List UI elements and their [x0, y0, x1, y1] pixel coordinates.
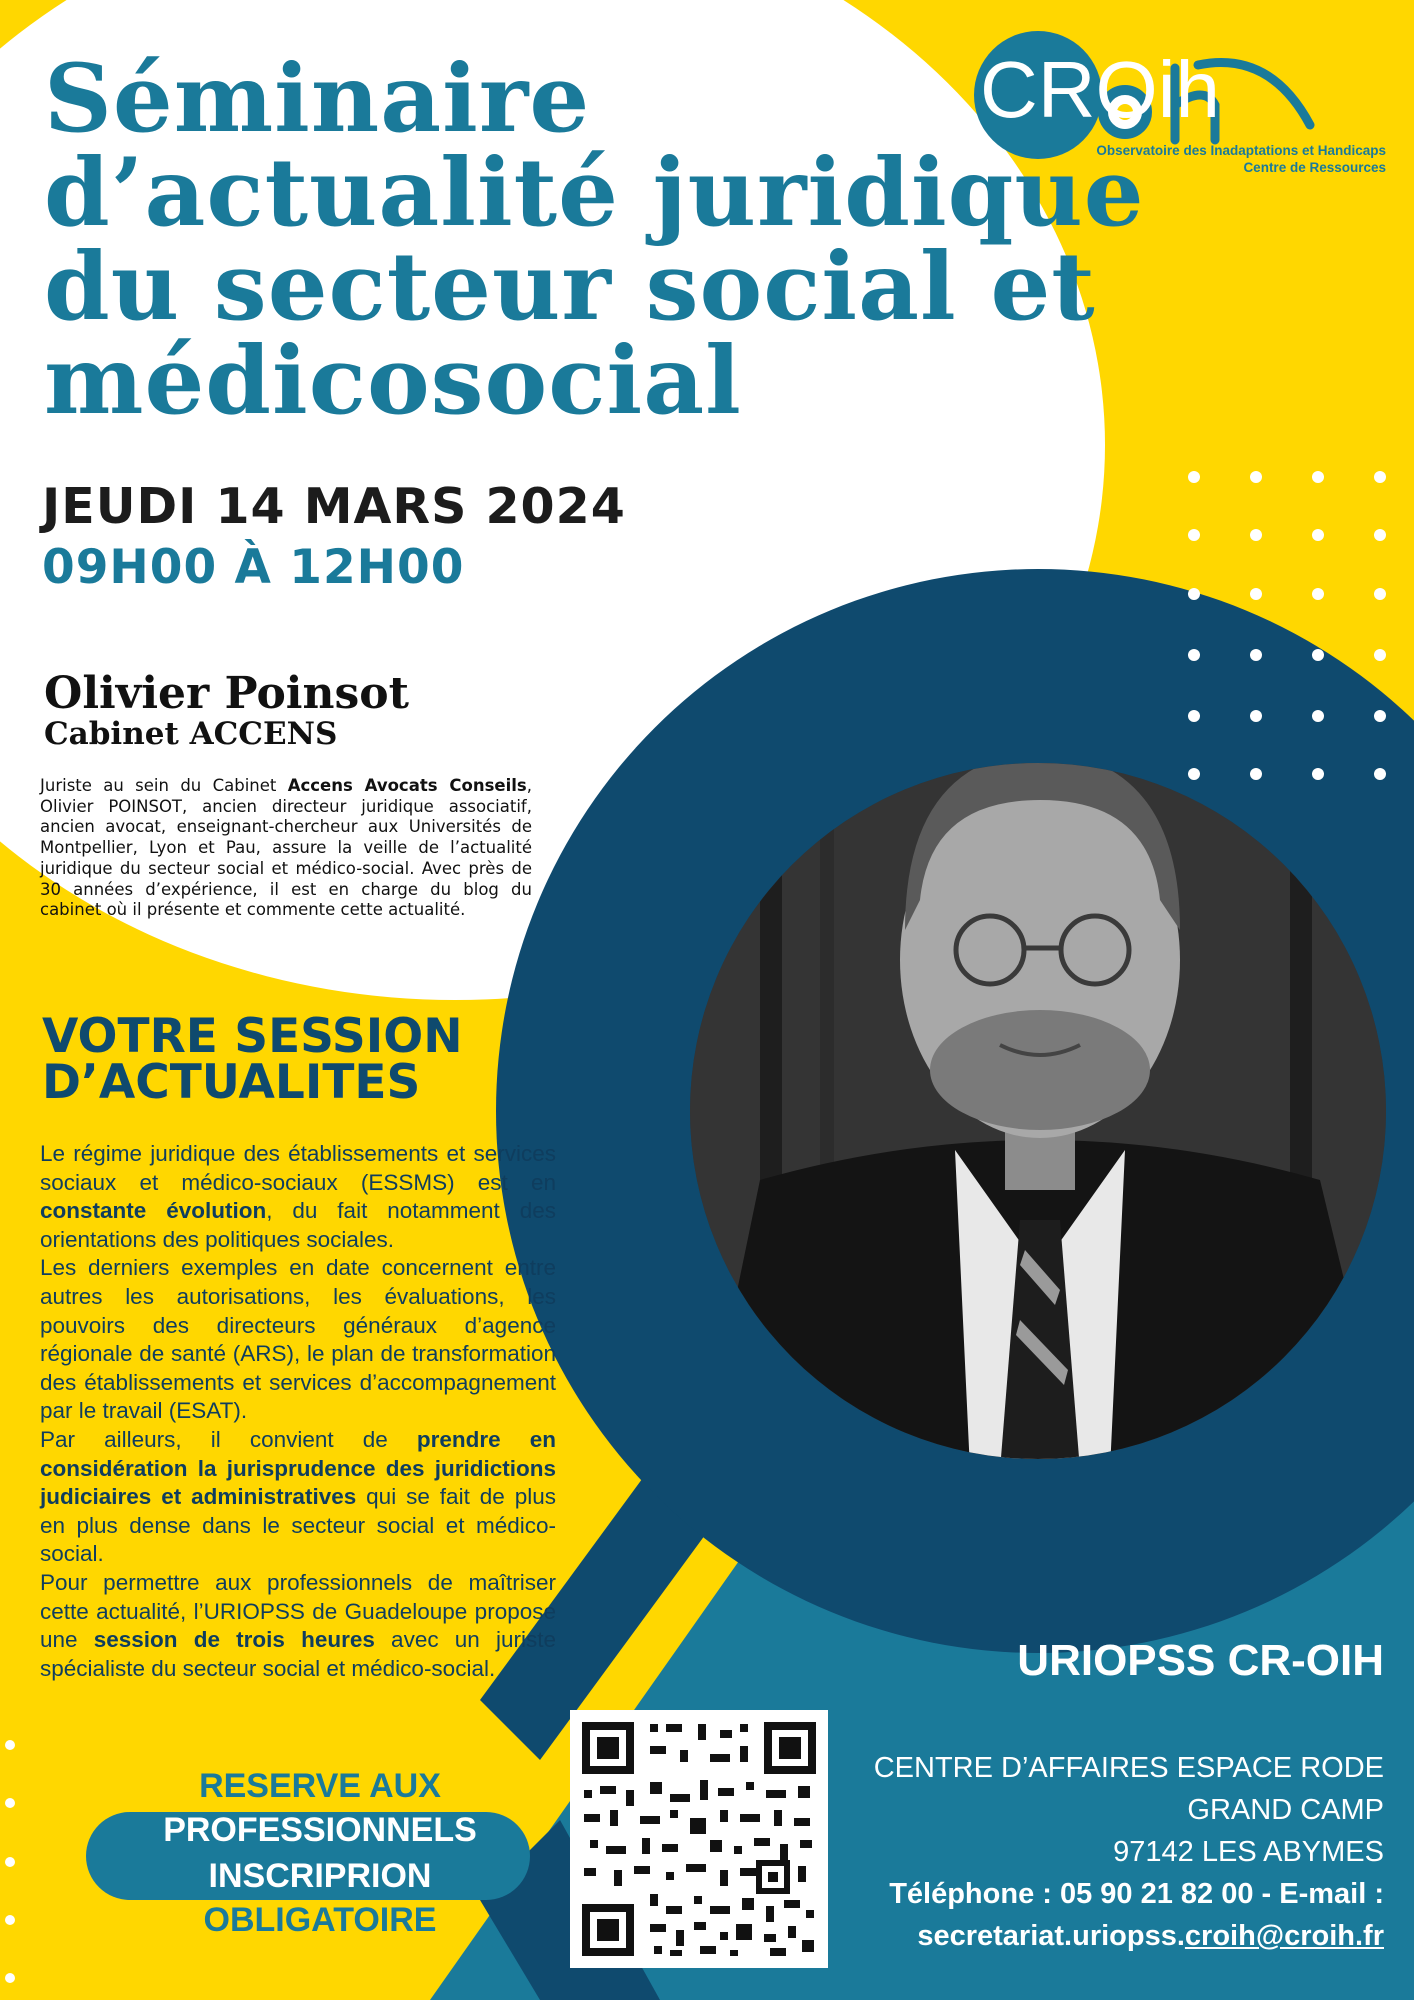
bio-text: Juriste au sein du Cabinet [40, 776, 288, 795]
address-line-3: 97142 LES ABYMES [1113, 1836, 1384, 1868]
event-time: 09H00 À 12H00 [42, 540, 465, 595]
title-line: d’actualité juridique [44, 138, 1145, 248]
text: Le régime juridique des établissements et services sociaux et médico-sociaux (ESSMS) est en [40, 1141, 556, 1195]
bio-firm-bold: Accens Avocats Conseils [287, 776, 527, 795]
title-line: Séminaire [44, 44, 591, 154]
email-prefix: secretariat.uriopss. [917, 1920, 1185, 1952]
title-line: du secteur social et [44, 232, 1096, 342]
session-title-line: D’ACTUALITES [42, 1055, 421, 1110]
session-title-line: VOTRE SESSION [42, 1009, 463, 1064]
emphasis: prendre en considération la jurisprudence des juridictions judiciaires et administratives [40, 1426, 557, 1510]
speaker-firm: Cabinet ACCENS [44, 716, 338, 752]
session-title [42, 1009, 463, 1110]
reserve-line-2: PROFESSIONNELS [163, 1811, 477, 1849]
text: , du fait notamment des orientations des politiques sociales. [40, 1198, 556, 1252]
emphasis: constante évolution [40, 1198, 267, 1224]
bio-text: , Olivier POINSOT, ancien directeur juridique associatif, ancien avocat, enseignant-chercheur aux Universités de Montpellier, Lyon et Pau, assure la veille de l’actualité juridique du secteur social et médico-social. Avec près de 30 années d’expérience, il est en charge du blog du cabinet où il présente et commente cette actualité. [40, 776, 532, 920]
text: Par ailleurs, il convient de [40, 1426, 417, 1452]
address-line-1: CENTRE D’AFFAIRES ESPACE RODE [873, 1752, 1384, 1784]
reserve-line-4: OBLIGATOIRE [203, 1901, 437, 1939]
logo-subtitle-2: Centre de Ressources [1243, 160, 1386, 175]
text: Pour permettre aux professionnels de maîtriser cette actualité, l’URIOPSS de Guadeloupe propose une [40, 1569, 556, 1653]
qr-code-icon[interactable] [570, 1710, 828, 1968]
text: qui se fait de plus en plus dense dans le secteur social et médico-social. [40, 1484, 556, 1567]
session-description [40, 1140, 556, 1683]
title-line: médicosocial [44, 326, 742, 436]
address-line-2: GRAND CAMP [1187, 1794, 1384, 1826]
phone-line: Téléphone : 05 90 21 82 00 - E-mail : [889, 1878, 1384, 1910]
session-paragraph [40, 1569, 556, 1683]
logo-subtitle-1: Observatoire des Inadaptations et Handicaps [1096, 143, 1386, 158]
email-link[interactable]: croih@croih.fr [1184, 1920, 1384, 1952]
session-paragraph [40, 1426, 556, 1569]
reserve-line-1: RESERVE AUX [199, 1767, 441, 1805]
session-paragraph [40, 1140, 556, 1254]
speaker-name: Olivier Poinsot [44, 668, 409, 719]
reserve-line-3: INSCRIPRION [208, 1857, 432, 1895]
logo-text: CROih [980, 45, 1221, 134]
session-paragraph: Les derniers exemples en date concernent entre autres les autorisations, les évaluations, les pouvoirs des directeurs généraux d’agence régionale de santé (ARS), le plan de transformation des établissements et services d’accompagnement par le travail (ESAT). [40, 1255, 556, 1424]
speaker-bio [40, 776, 532, 921]
organizer-name: URIOPSS CR-OIH [1017, 1636, 1384, 1685]
emphasis: session de trois heures [93, 1627, 375, 1653]
email-line [917, 1920, 1384, 1953]
event-date: JEUDI 14 MARS 2024 [42, 478, 626, 535]
text: avec un juriste spécialiste du secteur social et médico-social. [40, 1627, 556, 1681]
